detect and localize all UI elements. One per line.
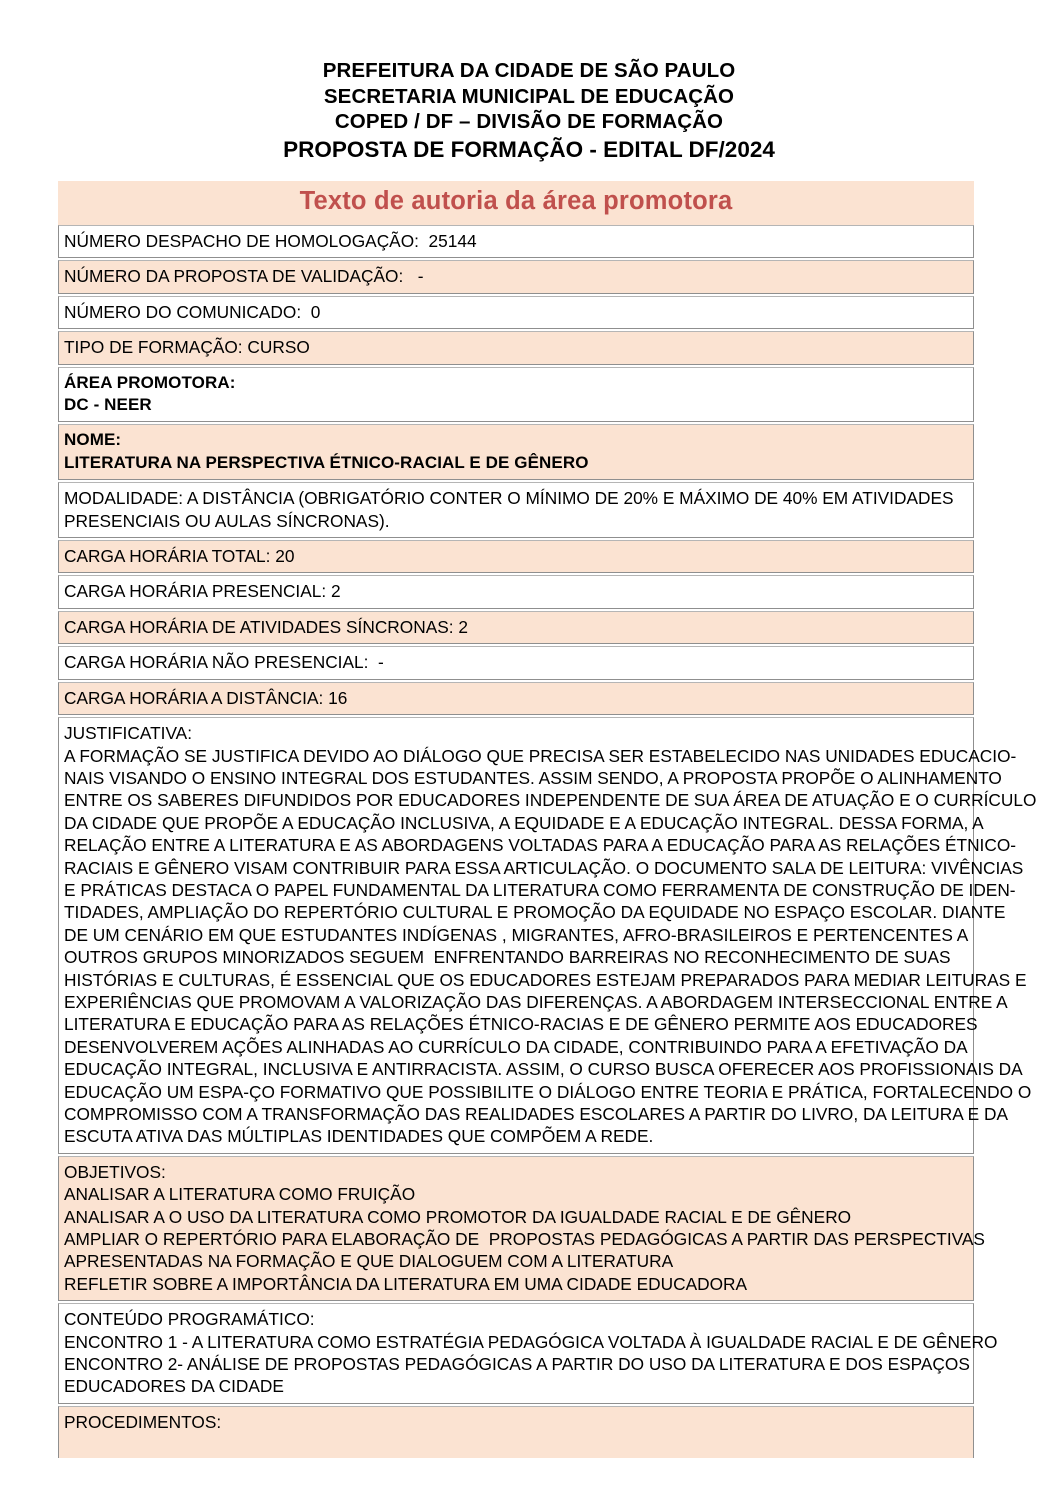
objetivos-label: OBJETIVOS: [64, 1161, 166, 1182]
area-promotora-label: ÁREA PROMOTORA: [64, 372, 236, 392]
row-numero-comunicado [58, 296, 974, 329]
justificativa-body-line-5: RELAÇÃO ENTRE A LITERATURA E AS ABORDAGENS VOLTADAS PARA A EDUCAÇÃO PARA AS RELAÇÕES ÉTNICO- [64, 835, 1017, 856]
row-conteudo-programatico [58, 1303, 998, 1404]
numero-proposta-text: NÚMERO DA PROPOSTA DE VALIDAÇÃO: - [64, 266, 424, 287]
justificativa-body-line-9: DE UM CENÁRIO EM QUE ESTUDANTES INDÍGENAS , MIGRANTES, AFRO-BRASILEIROS E PERTENCENTES A [64, 924, 969, 945]
carga-horaria-total-text: CARGA HORÁRIA TOTAL: 20 [64, 546, 295, 567]
objetivos-body-line-4: APRESENTADAS NA FORMAÇÃO E QUE DIALOGUEM COM A LITERATURA [64, 1251, 674, 1272]
objetivos-body [64, 1183, 985, 1295]
row-carga-horaria-distancia [58, 682, 974, 715]
numero-comunicado-text: NÚMERO DO COMUNICADO: 0 [64, 301, 321, 322]
row-justificativa [58, 717, 1037, 1154]
row-nome [58, 424, 974, 480]
justificativa-body-line-16: EDUCAÇÃO UM ESPA-ÇO FORMATIVO QUE POSSIBILITE O DIÁLOGO ENTRE TEORIA E PRÁTICA, FORTALECENDO O [64, 1081, 1032, 1102]
row-carga-horaria-sincronas [58, 611, 974, 644]
document-header [0, 0, 1058, 164]
area-promotora-value: DC - NEER [64, 395, 152, 415]
conteudo-programatico-body-line-2: ENCONTRO 2- ANÁLISE DE PROPOSTAS PEDAGÓGICAS A PARTIR DO USO DA LITERATURA E DOS ESPAÇOS [64, 1354, 970, 1375]
row-carga-horaria-nao-presencial [58, 646, 974, 679]
row-carga-horaria-presencial [58, 575, 974, 608]
conteudo-programatico-label: CONTEÚDO PROGRAMÁTICO: [64, 1309, 315, 1330]
modalidade-line-2: PRESENCIAIS OU AULAS SÍNCRONAS). [64, 510, 390, 531]
tipo-formacao-text: TIPO DE FORMAÇÃO: CURSO [64, 337, 310, 358]
justificativa-body-line-10: OUTROS GRUPOS MINORIZADOS SEGUEM ENFRENTANDO BARREIRAS NO RECONHECIMENTO DE SUAS [64, 947, 951, 968]
justificativa-body-line-7: E PRÁTICAS DESTACA O PAPEL FUNDAMENTAL DA LITERATURA COMO FERRAMENTA DE CONSTRUÇÃO DE IDEN- [64, 879, 1016, 900]
modalidade-line-1: MODALIDADE: A DISTÂNCIA (OBRIGATÓRIO CONTER O MÍNIMO DE 20% E MÁXIMO DE 40% EM ATIVIDADES [64, 488, 954, 509]
justificativa-body-line-6: RACIAIS E GÊNERO VISAM CONTRIBUIR PARA ESSA ARTICULAÇÃO. O DOCUMENTO SALA DE LEITURA: VIVÊNCIAS [64, 857, 1024, 878]
numero-despacho-text: NÚMERO DESPACHO DE HOMOLOGAÇÃO: 25144 [64, 231, 477, 251]
conteudo-programatico-body-line-3: EDUCADORES DA CIDADE [64, 1376, 284, 1397]
conteudo-programatico-body [64, 1331, 998, 1398]
carga-horaria-presencial-text: CARGA HORÁRIA PRESENCIAL: 2 [64, 581, 341, 602]
row-tipo-formacao [58, 331, 974, 364]
row-modalidade [58, 482, 974, 538]
row-area-promotora [58, 367, 974, 423]
nome-value: LITERATURA NA PERSPECTIVA ÉTNICO-RACIAL E DE GÊNERO [64, 452, 589, 472]
objetivos-body-line-1: ANALISAR A LITERATURA COMO FRUIÇÃO [64, 1184, 416, 1205]
header-line-coped: COPED / DF – DIVISÃO DE FORMAÇÃO [334, 110, 724, 133]
justificativa-body-line-2: NAIS VISANDO O ENSINO INTEGRAL DOS ESTUDANTES. ASSIM SENDO, A PROPOSTA PROPÕE O ALINHAMENTO [64, 767, 1002, 788]
justificativa-body-line-1: A FORMAÇÃO SE JUSTIFICA DEVIDO AO DIÁLOGO QUE PRECISA SER ESTABELECIDO NAS UNIDADES EDUCACIO- [64, 745, 1017, 766]
justificativa-body-line-15: EDUCAÇÃO INTEGRAL, INCLUSIVA E ANTIRRACISTA. ASSIM, O CURSO BUSCA OFERECER AOS PROFISSIONAIS DA [64, 1059, 1023, 1080]
justificativa-body-line-11: HISTÓRIAS E CULTURAS, É ESSENCIAL QUE OS EDUCADORES ESTEJAM PREPARADOS PARA MEDIAR LEITURAS E [64, 969, 1027, 990]
objetivos-body-line-2: ANALISAR A O USO DA LITERATURA COMO PROMOTOR DA IGUALDADE RACIAL E DE GÊNERO [64, 1206, 852, 1227]
procedimentos-label: PROCEDIMENTOS: [64, 1411, 222, 1432]
justificativa-label: JUSTIFICATIVA: [64, 723, 193, 744]
banner-texto-autoria [58, 181, 974, 225]
row-numero-proposta [58, 260, 974, 293]
justificativa-body-line-14: DESENVOLVEREM AÇÕES ALINHADAS AO CURRÍCULO DA CIDADE, CONTRIBUINDO PARA A EFETIVAÇÃO DA [64, 1036, 968, 1057]
row-objetivos [58, 1156, 985, 1301]
objetivos-body-line-3: AMPLIAR O REPERTÓRIO PARA ELABORAÇÃO DE PROPOSTAS PEDAGÓGICAS A PARTIR DAS PERSPECTIVAS [64, 1229, 985, 1250]
proposta-table [58, 181, 1037, 1458]
justificativa-body-line-12: EXPERIÊNCIAS QUE PROMOVAM A VALORIZAÇÃO DAS DIFERENÇAS. A ABORDAGEM INTERSECCIONAL ENTRE A [64, 991, 1008, 1012]
justificativa-body-line-3: ENTRE OS SABERES DIFUNDIDOS POR EDUCADORES INDEPENDENTE DE SUA ÁREA DE ATUAÇÃO E O CURRÍCULO [64, 790, 1037, 811]
header-line-secretaria: SECRETARIA MUNICIPAL DE EDUCAÇÃO [323, 84, 735, 108]
carga-horaria-nao-presencial-text: CARGA HORÁRIA NÃO PRESENCIAL: - [64, 652, 384, 673]
carga-horaria-sincronas-text: CARGA HORÁRIA DE ATIVIDADES SÍNCRONAS: 2 [64, 616, 468, 637]
justificativa-body-line-8: TIDADES, AMPLIAÇÃO DO REPERTÓRIO CULTURAL E PROMOÇÃO DA EQUIDADE NO ESPAÇO ESCOLAR. DIANTE [64, 902, 1006, 923]
nome-label: NOME: [64, 430, 122, 450]
justificativa-body-line-18: ESCUTA ATIVA DAS MÚLTIPLAS IDENTIDADES QUE COMPÕEM A REDE. [64, 1126, 654, 1147]
banner-label: Texto de autoria da área promotora [299, 187, 733, 215]
justificativa-body [64, 745, 1037, 1148]
row-carga-horaria-total [58, 540, 974, 573]
header-line-prefeitura: PREFEITURA DA CIDADE DE SÃO PAULO [322, 59, 736, 82]
row-procedimentos [58, 1406, 974, 1458]
header-line-proposta: PROPOSTA DE FORMAÇÃO - EDITAL DF/2024 [283, 136, 775, 162]
row-numero-despacho [58, 225, 974, 258]
justificativa-body-line-13: LITERATURA E EDUCAÇÃO PARA AS RELAÇÕES ÉTNICO-RACIAS E DE GÊNERO PERMITE AOS EDUCADORES [64, 1014, 978, 1035]
carga-horaria-distancia-text: CARGA HORÁRIA A DISTÂNCIA: 16 [64, 687, 348, 708]
conteudo-programatico-body-line-1: ENCONTRO 1 - A LITERATURA COMO ESTRATÉGIA PEDAGÓGICA VOLTADA À IGUALDADE RACIAL E DE GÊNERO [64, 1331, 998, 1352]
justificativa-body-line-17: COMPROMISSO COM A TRANSFORMAÇÃO DAS REALIDADES ESCOLARES A PARTIR DO LIVRO, DA LEITURA E DA [64, 1104, 1008, 1124]
justificativa-body-line-4: DA CIDADE QUE PROPÕE A EDUCAÇÃO INCLUSIVA, A EQUIDADE E A EDUCAÇÃO INTEGRAL. DESSA FORMA, A [64, 812, 984, 833]
objetivos-body-line-5: REFLETIR SOBRE A IMPORTÂNCIA DA LITERATURA EM UMA CIDADE EDUCADORA [64, 1273, 748, 1294]
